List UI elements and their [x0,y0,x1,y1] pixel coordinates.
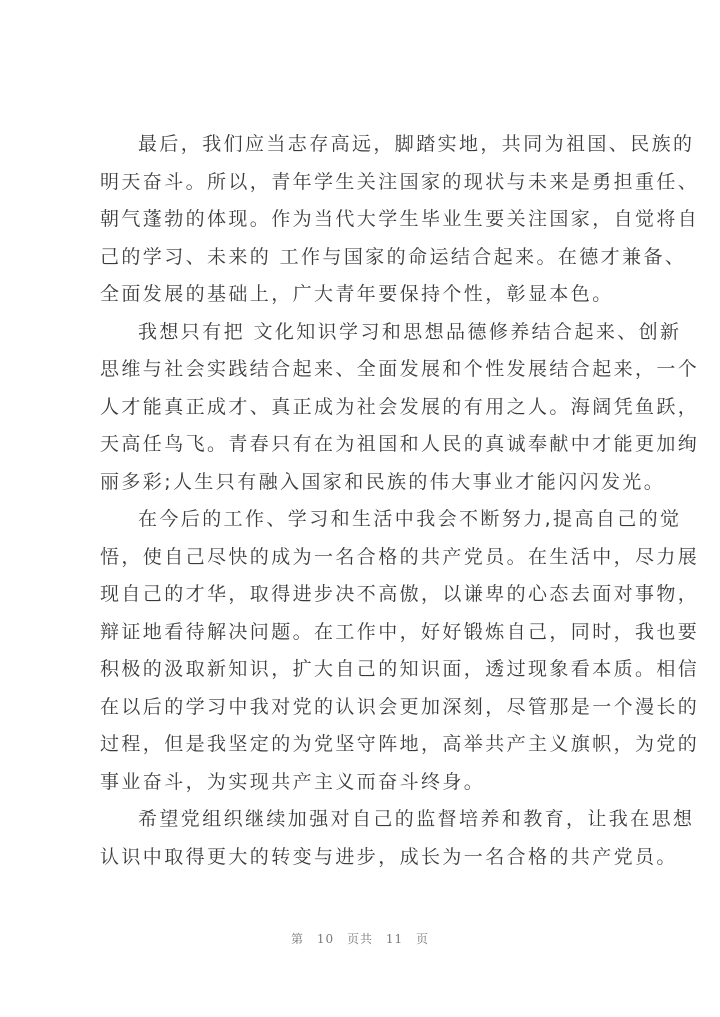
page-label-suffix: 页 [415,932,429,946]
paragraph-3 [100,501,700,801]
page-label-mid: 页共 [346,932,373,946]
paragraph-line: 事业奋斗，为实现共产主义而奋斗终身。 [100,770,486,793]
paragraph-4 [100,801,695,876]
paragraph-line: 最后，我们应当志存高远，脚踏实地，共同为祖国、民族的 [138,133,695,155]
paragraph-line: 思维与社会实践结合起来、全面发展和个性发展结合起来，一个 [100,358,700,380]
paragraph-line: 丽多彩;人生只有融入国家和民族的伟大事业才能闪闪发光。 [100,470,666,493]
paragraph-line: 己的学习、未来的 工作与国家的命运结合起来。在德才兼备、 [100,245,687,268]
paragraph-line: 全面发展的基础上，广大青年要保持个性，彰显本色。 [100,283,614,305]
paragraph-line: 明天奋斗。所以，青年学生关注国家的现状与未来是勇担重任、 [100,170,700,193]
paragraph-2 [100,314,700,502]
paragraph-1 [100,126,700,314]
paragraph-line: 在今后的工作、学习和生活中我会不断努力,提高自己的觉 [138,508,682,530]
paragraph-line: 朝气蓬勃的体现。作为当代大学生毕业生要关注国家，自觉将自 [100,208,700,230]
page-label-prefix: 第 [291,932,305,946]
paragraph-line: 悟，使自己尽快的成为一名合格的共产党员。在生活中，尽力展 [100,545,700,568]
total-pages: 11 [385,932,404,946]
paragraph-line: 希望党组织继续加强对自己的监督培养和教育，让我在思想 [138,808,695,830]
document-body [100,126,700,876]
page-footer [0,930,720,947]
paragraph-line: 过程，但是我坚定的为党坚守阵地，高举共产主义旗帜，为党的 [100,733,700,755]
page-number: 10 [316,932,335,946]
paragraph-line: 辩证地看待解决问题。在工作中，好好锻炼自己，同时，我也要 [100,620,700,643]
paragraph-line: 积极的汲取新知识，扩大自己的知识面，透过现象看本质。相信 [100,658,700,680]
paragraph-line: 我想只有把 文化知识学习和思想品德修养结合起来、创新 [138,320,682,343]
paragraph-line: 认识中取得更大的转变与进步，成长为一名合格的共产党员。 [100,845,678,868]
paragraph-line: 天高任鸟飞。青春只有在为祖国和人民的真诚奉献中才能更加绚 [100,433,700,455]
paragraph-line: 现自己的才华，取得进步决不高傲，以谦卑的心态去面对事物， [100,583,700,605]
paragraph-line: 在以后的学习中我对党的认识会更加深刻，尽管那是一个漫长的 [100,695,700,718]
paragraph-line: 人才能真正成才、真正成为社会发展的有用之人。海阔凭鱼跃， [100,395,700,418]
